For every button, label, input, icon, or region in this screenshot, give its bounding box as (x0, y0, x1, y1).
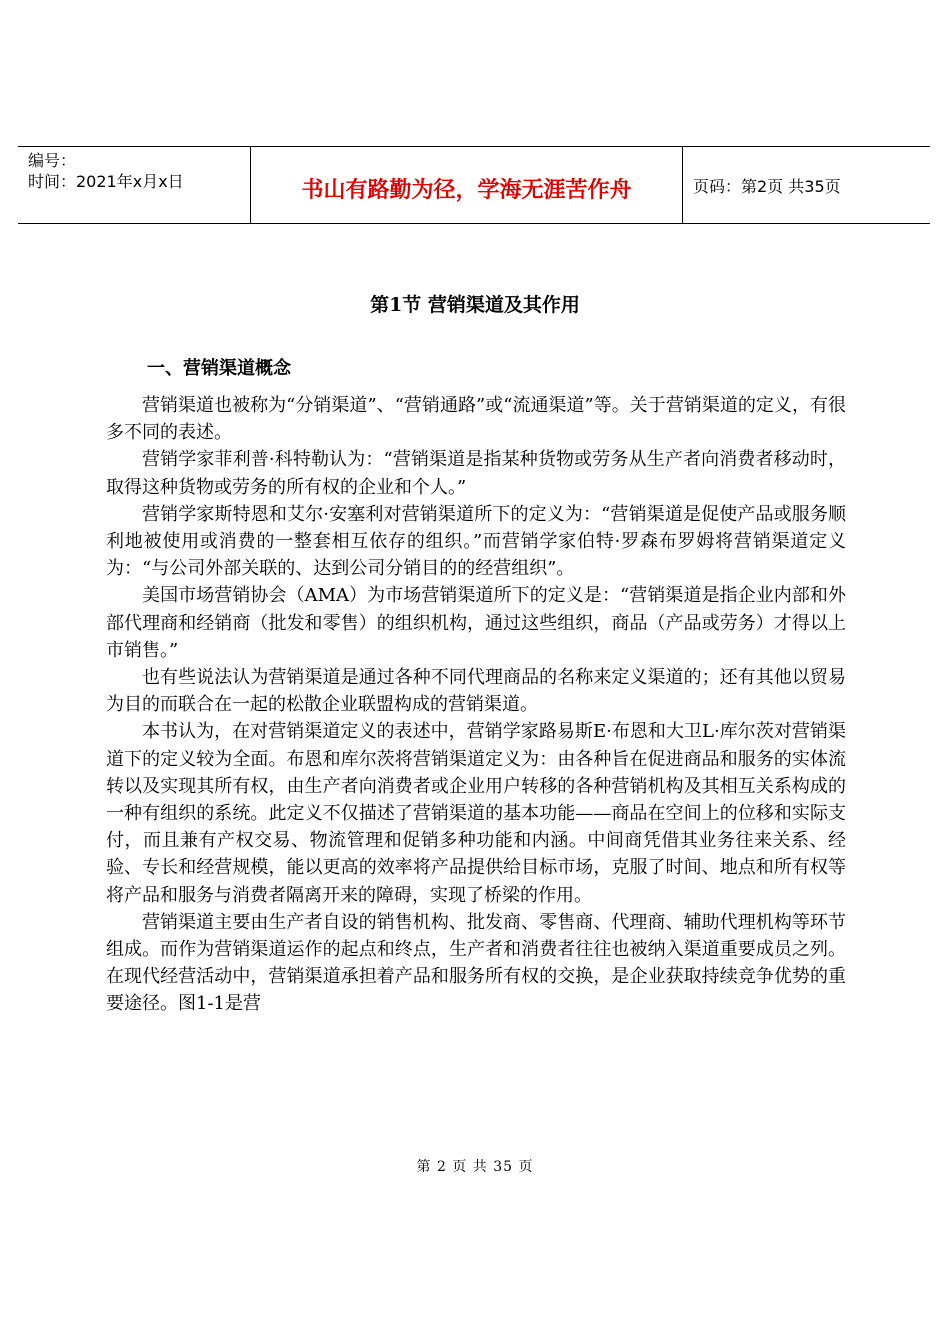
subheading: 一、营销渠道概念 (147, 358, 291, 379)
header-motto: 书山有路勤为径，学海无涯苦作舟 (251, 147, 683, 223)
paragraph: 营销学家菲利普·科特勒认为：“营销渠道是指某种货物或劳务从生产者向消费者移动时，取得这种货物或劳务的所有权的企业和个人。” (106, 449, 846, 498)
paragraph: 营销渠道主要由生产者自设的销售机构、批发商、零售商、代理商、辅助代理机构等环节组成。而作为营销渠道运作的起点和终点，生产者和消费者往往也被纳入渠道重要成员之列。在现代经营活动中，营销渠道承担着产品和服务所有权的交换，是企业获取持续竞争优势的重要途径。图1-1是营 (106, 911, 846, 1015)
time-label: 时间：2021年x月x日 (28, 172, 184, 191)
paragraph: 营销渠道也被称为“分销渠道”、“营销通路”或“流通渠道”等。关于营销渠道的定义，有很多不同的表述。 (106, 395, 846, 444)
number-label: 编号： (28, 151, 77, 170)
document-header (18, 146, 930, 224)
paragraph: 营销学家斯特恩和艾尔·安塞利对营销渠道所下的定义为：“营销渠道是促使产品或服务顺利地被使用或消费的一整套相互依存的组织。”而营销学家伯特·罗森布罗姆将营销渠道定义为：“与公司外部关联的、达到公司分销目的的经营组织”。 (106, 503, 846, 580)
paragraph: 本书认为，在对营销渠道定义的表述中，营销学家路易斯E·布恩和大卫L·库尔茨对营销渠道下的定义较为全面。布恩和库尔茨将营销渠道定义为：由各种旨在促进商品和服务的实体流转以及实现其所有权，由生产者向消费者或企业用户转移的各种营销机构及其相互关系构成的一种有组织的系统。此定义不仅描述了营销渠道的基本功能——商品在空间上的位移和实际支付，而且兼有产权交易、物流管理和促销多种功能和内涵。中间商凭借其业务往来关系、经验、专长和经营规模，能以更高的效率将产品提供给目标市场，克服了时间、地点和所有权等将产品和服务与消费者隔离开来的障碍，实现了桥梁的作用。 (106, 721, 846, 906)
paragraph: 也有些说法认为营销渠道是通过各种不同代理商品的名称来定义渠道的；还有其他以贸易为目的而联合在一起的松散企业联盟构成的营销渠道。 (106, 667, 846, 716)
section-title: 第1节 营销渠道及其作用 (370, 294, 580, 316)
page-footer: 第 2 页 共 35 页 (416, 1159, 534, 1175)
header-page-info: 页码：第2页 共35页 (693, 176, 841, 196)
paragraph: 美国市场营销协会（AMA）为市场营销渠道所下的定义是：“营销渠道是指企业内部和外部代理商和经销商（批发和零售）的组织机构，通过这些组织，商品（产品或劳务）才得以上市销售。” (106, 585, 846, 661)
body-text (106, 392, 846, 1018)
header-meta (18, 147, 251, 223)
